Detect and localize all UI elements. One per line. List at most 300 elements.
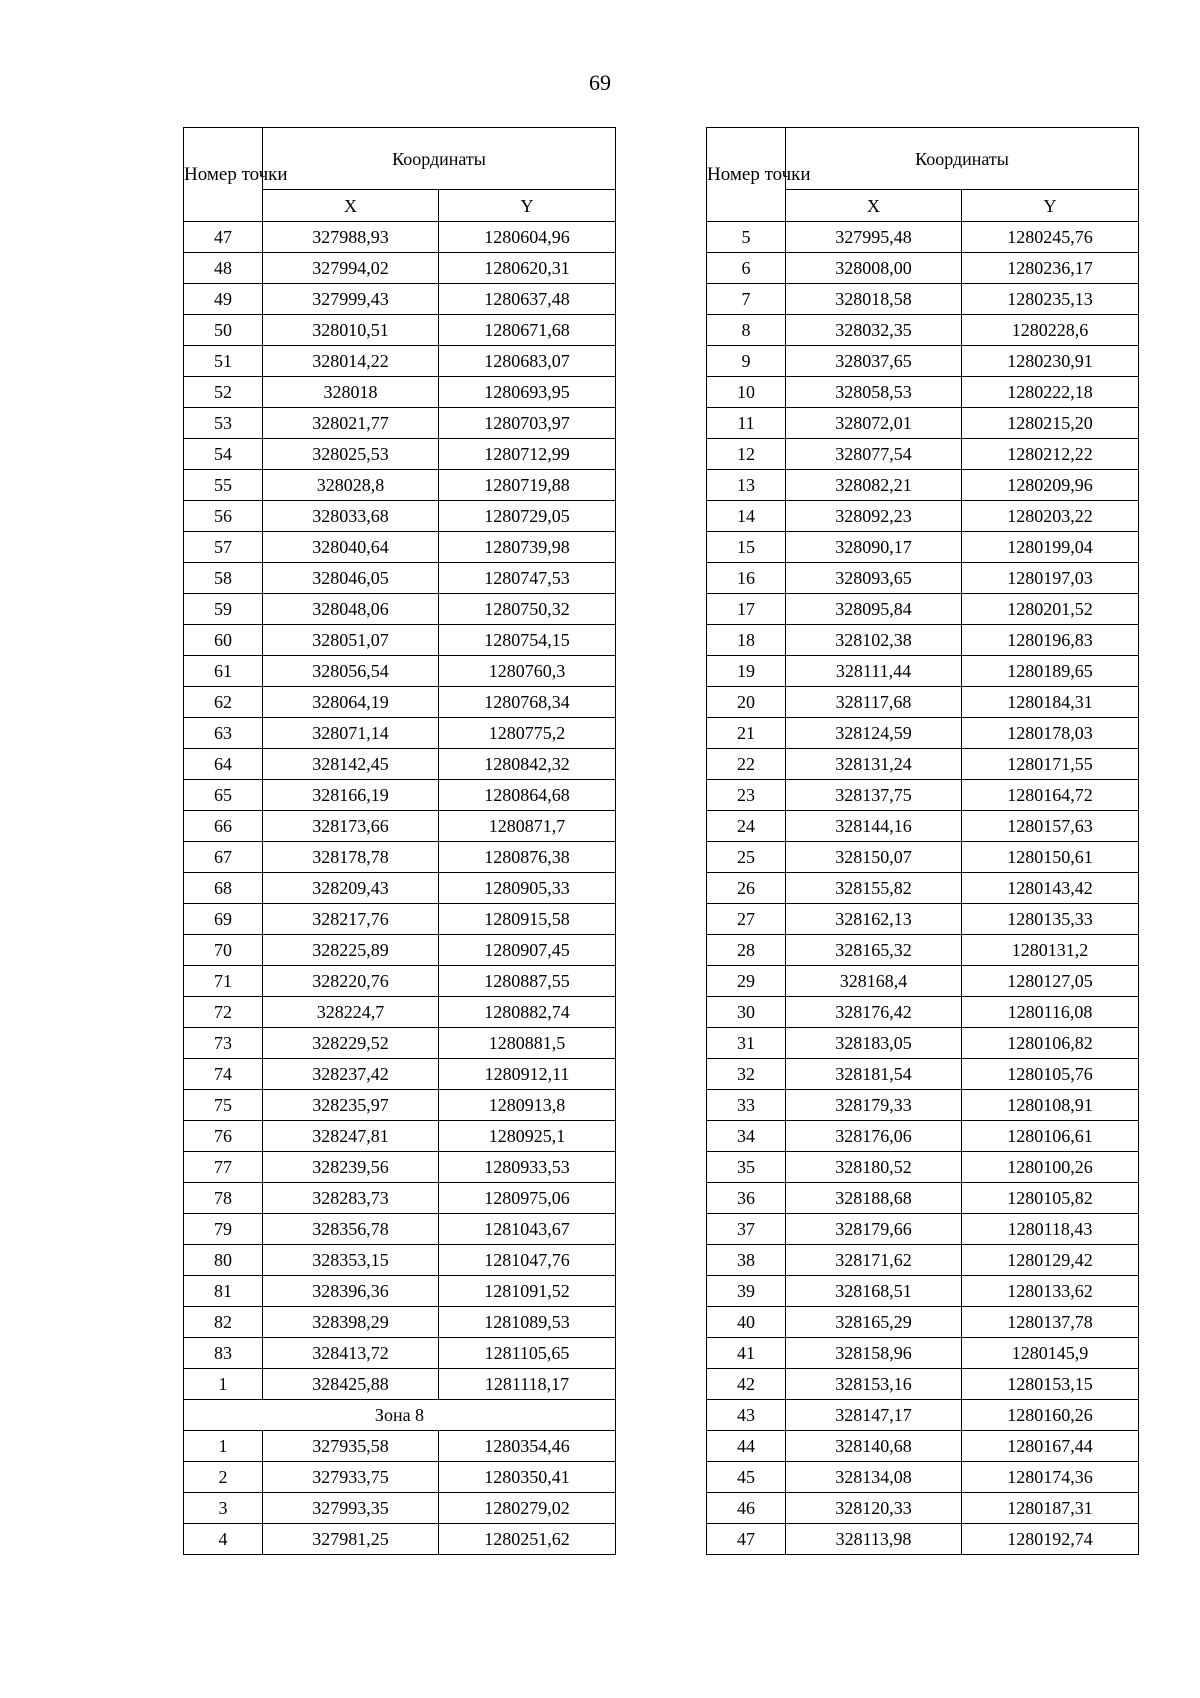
- point-number-cell: 3: [184, 1493, 263, 1524]
- point-number-cell: 68: [184, 873, 263, 904]
- y-coordinate-cell: 1280164,72: [962, 780, 1139, 811]
- x-coordinate-cell: 327981,25: [263, 1524, 439, 1555]
- table-row: [707, 1338, 1139, 1369]
- table-row: [707, 873, 1139, 904]
- y-coordinate-cell: 1280215,20: [962, 408, 1139, 439]
- table-row: [707, 284, 1139, 315]
- x-coordinate-cell: 328356,78: [263, 1214, 439, 1245]
- x-coordinate-cell: 328064,19: [263, 687, 439, 718]
- table-row: [184, 811, 616, 842]
- x-coordinate-cell: 328077,54: [786, 439, 962, 470]
- x-coordinate-cell: 328120,33: [786, 1493, 962, 1524]
- table-row: [707, 1090, 1139, 1121]
- y-coordinate-cell: 1280157,63: [962, 811, 1139, 842]
- x-coordinate-cell: 328425,88: [263, 1369, 439, 1400]
- y-coordinate-cell: 1280150,61: [962, 842, 1139, 873]
- point-number-cell: 48: [184, 253, 263, 284]
- point-number-header: Номер точки: [707, 128, 786, 222]
- table-row: [184, 532, 616, 563]
- table-row: [184, 873, 616, 904]
- y-coordinate-cell: 1280671,68: [439, 315, 616, 346]
- point-number-cell: 79: [184, 1214, 263, 1245]
- point-number-cell: 58: [184, 563, 263, 594]
- point-number-cell: 63: [184, 718, 263, 749]
- x-coordinate-cell: 328398,29: [263, 1307, 439, 1338]
- x-coordinate-cell: 328237,42: [263, 1059, 439, 1090]
- x-coordinate-cell: 328235,97: [263, 1090, 439, 1121]
- x-coordinate-cell: 328150,07: [786, 842, 962, 873]
- x-coordinate-cell: 327999,43: [263, 284, 439, 315]
- y-coordinate-cell: 1280209,96: [962, 470, 1139, 501]
- table-row: [184, 656, 616, 687]
- point-number-cell: 45: [707, 1462, 786, 1493]
- point-number-cell: 66: [184, 811, 263, 842]
- y-coordinate-cell: 1280230,91: [962, 346, 1139, 377]
- x-coordinate-cell: 328183,05: [786, 1028, 962, 1059]
- x-coordinate-cell: 328048,06: [263, 594, 439, 625]
- x-coordinate-cell: 328176,42: [786, 997, 962, 1028]
- point-number-cell: 52: [184, 377, 263, 408]
- point-number-cell: 53: [184, 408, 263, 439]
- y-coordinate-cell: 1280729,05: [439, 501, 616, 532]
- table-row: [184, 1245, 616, 1276]
- y-coordinate-cell: 1280933,53: [439, 1152, 616, 1183]
- x-coordinate-cell: 328353,15: [263, 1245, 439, 1276]
- point-number-cell: 24: [707, 811, 786, 842]
- point-number-cell: 47: [707, 1524, 786, 1555]
- table-row: [184, 346, 616, 377]
- point-number-cell: 70: [184, 935, 263, 966]
- x-coordinate-cell: 328166,19: [263, 780, 439, 811]
- x-coordinate-cell: 328090,17: [786, 532, 962, 563]
- x-coordinate-cell: 328037,65: [786, 346, 962, 377]
- y-coordinate-cell: 1280100,26: [962, 1152, 1139, 1183]
- x-coordinate-cell: 328173,66: [263, 811, 439, 842]
- x-coordinate-cell: 328162,13: [786, 904, 962, 935]
- table-row: [184, 377, 616, 408]
- y-coordinate-cell: 1280135,33: [962, 904, 1139, 935]
- y-coordinate-cell: 1280145,9: [962, 1338, 1139, 1369]
- y-coordinate-cell: 1280160,26: [962, 1400, 1139, 1431]
- point-number-cell: 12: [707, 439, 786, 470]
- point-number-cell: 47: [184, 222, 263, 253]
- y-coordinate-cell: 1280153,15: [962, 1369, 1139, 1400]
- point-number-cell: 43: [707, 1400, 786, 1431]
- x-coordinate-cell: 328046,05: [263, 563, 439, 594]
- y-coordinate-cell: 1280925,1: [439, 1121, 616, 1152]
- point-number-cell: 1: [184, 1369, 263, 1400]
- y-coordinate-cell: 1280105,76: [962, 1059, 1139, 1090]
- table-row: [707, 780, 1139, 811]
- point-number-cell: 56: [184, 501, 263, 532]
- point-number-cell: 75: [184, 1090, 263, 1121]
- x-coordinate-cell: 328018,58: [786, 284, 962, 315]
- point-number-cell: 61: [184, 656, 263, 687]
- table-row: [707, 1493, 1139, 1524]
- point-number-cell: 38: [707, 1245, 786, 1276]
- point-number-cell: 7: [707, 284, 786, 315]
- y-coordinate-cell: 1280912,11: [439, 1059, 616, 1090]
- point-number-cell: 6: [707, 253, 786, 284]
- y-coordinate-cell: 1280228,6: [962, 315, 1139, 346]
- y-coordinate-cell: 1280236,17: [962, 253, 1139, 284]
- point-number-cell: 40: [707, 1307, 786, 1338]
- table-row: [184, 718, 616, 749]
- y-header: Y: [439, 190, 616, 222]
- y-coordinate-cell: 1281118,17: [439, 1369, 616, 1400]
- table-row: [707, 842, 1139, 873]
- y-coordinate-cell: 1280637,48: [439, 284, 616, 315]
- y-coordinate-cell: 1281043,67: [439, 1214, 616, 1245]
- y-header: Y: [962, 190, 1139, 222]
- y-coordinate-cell: 1280167,44: [962, 1431, 1139, 1462]
- x-coordinate-cell: 328178,78: [263, 842, 439, 873]
- table-row: [707, 625, 1139, 656]
- y-coordinate-cell: 1280127,05: [962, 966, 1139, 997]
- y-coordinate-cell: 1280876,38: [439, 842, 616, 873]
- point-number-cell: 55: [184, 470, 263, 501]
- table-row: [184, 1214, 616, 1245]
- x-coordinate-cell: 328181,54: [786, 1059, 962, 1090]
- point-number-cell: 42: [707, 1369, 786, 1400]
- y-coordinate-cell: 1280199,04: [962, 532, 1139, 563]
- point-number-cell: 44: [707, 1431, 786, 1462]
- table-row: [184, 842, 616, 873]
- y-coordinate-cell: 1280279,02: [439, 1493, 616, 1524]
- table-row: [184, 1121, 616, 1152]
- table-row: [707, 1245, 1139, 1276]
- point-number-cell: 46: [707, 1493, 786, 1524]
- y-coordinate-cell: 1280864,68: [439, 780, 616, 811]
- coordinates-table-left: [183, 127, 616, 1555]
- x-coordinate-cell: 328082,21: [786, 470, 962, 501]
- x-coordinate-cell: 327993,35: [263, 1493, 439, 1524]
- y-coordinate-cell: 1280712,99: [439, 439, 616, 470]
- y-coordinate-cell: 1280189,65: [962, 656, 1139, 687]
- y-coordinate-cell: 1280754,15: [439, 625, 616, 656]
- x-coordinate-cell: 328092,23: [786, 501, 962, 532]
- x-coordinate-cell: 327995,48: [786, 222, 962, 253]
- y-coordinate-cell: 1280882,74: [439, 997, 616, 1028]
- y-coordinate-cell: 1280116,08: [962, 997, 1139, 1028]
- point-number-cell: 28: [707, 935, 786, 966]
- point-number-cell: 34: [707, 1121, 786, 1152]
- x-coordinate-cell: 328239,56: [263, 1152, 439, 1183]
- x-coordinate-cell: 328168,4: [786, 966, 962, 997]
- point-number-cell: 65: [184, 780, 263, 811]
- point-number-cell: 51: [184, 346, 263, 377]
- x-coordinate-cell: 328171,62: [786, 1245, 962, 1276]
- point-number-cell: 36: [707, 1183, 786, 1214]
- y-coordinate-cell: 1280108,91: [962, 1090, 1139, 1121]
- point-number-cell: 50: [184, 315, 263, 346]
- x-coordinate-cell: 328008,00: [786, 253, 962, 284]
- point-number-cell: 2: [184, 1462, 263, 1493]
- point-number-cell: 72: [184, 997, 263, 1028]
- table-row: [184, 1493, 616, 1524]
- point-number-cell: 14: [707, 501, 786, 532]
- table-row: [707, 1307, 1139, 1338]
- y-coordinate-cell: 1281091,52: [439, 1276, 616, 1307]
- point-number-cell: 1: [184, 1431, 263, 1462]
- point-number-cell: 4: [184, 1524, 263, 1555]
- x-coordinate-cell: 327935,58: [263, 1431, 439, 1462]
- coordinates-header: Координаты: [263, 128, 616, 190]
- table-row: [707, 935, 1139, 966]
- y-coordinate-cell: 1280350,41: [439, 1462, 616, 1493]
- y-coordinate-cell: 1280131,2: [962, 935, 1139, 966]
- point-number-cell: 31: [707, 1028, 786, 1059]
- table-row: [707, 253, 1139, 284]
- x-coordinate-cell: 328093,65: [786, 563, 962, 594]
- y-coordinate-cell: 1280747,53: [439, 563, 616, 594]
- point-number-cell: 32: [707, 1059, 786, 1090]
- table-row: [184, 1276, 616, 1307]
- table-row: [184, 625, 616, 656]
- x-coordinate-cell: 328095,84: [786, 594, 962, 625]
- point-number-cell: 81: [184, 1276, 263, 1307]
- y-coordinate-cell: 1280768,34: [439, 687, 616, 718]
- x-coordinate-cell: 328155,82: [786, 873, 962, 904]
- x-coordinate-cell: 328180,52: [786, 1152, 962, 1183]
- table-row: [184, 408, 616, 439]
- point-number-cell: 5: [707, 222, 786, 253]
- y-coordinate-cell: 1280683,07: [439, 346, 616, 377]
- coordinates-table-right: [706, 127, 1139, 1555]
- point-number-cell: 76: [184, 1121, 263, 1152]
- x-coordinate-cell: 328179,33: [786, 1090, 962, 1121]
- point-number-cell: 26: [707, 873, 786, 904]
- table-row: [707, 997, 1139, 1028]
- table-row: [184, 749, 616, 780]
- y-coordinate-cell: 1280881,5: [439, 1028, 616, 1059]
- point-number-cell: 60: [184, 625, 263, 656]
- x-coordinate-cell: 328113,98: [786, 1524, 962, 1555]
- table-row: [184, 1369, 616, 1400]
- y-coordinate-cell: 1280235,13: [962, 284, 1139, 315]
- x-coordinate-cell: 328018: [263, 377, 439, 408]
- point-number-cell: 82: [184, 1307, 263, 1338]
- y-coordinate-cell: 1280750,32: [439, 594, 616, 625]
- table-row: [707, 904, 1139, 935]
- point-number-cell: 80: [184, 1245, 263, 1276]
- y-coordinate-cell: 1280251,62: [439, 1524, 616, 1555]
- x-coordinate-cell: 328229,52: [263, 1028, 439, 1059]
- y-coordinate-cell: 1281089,53: [439, 1307, 616, 1338]
- y-coordinate-cell: 1280201,52: [962, 594, 1139, 625]
- y-coordinate-cell: 1280871,7: [439, 811, 616, 842]
- table-row: [707, 532, 1139, 563]
- table-row: [707, 966, 1139, 997]
- table-row: [184, 1028, 616, 1059]
- table-row: [184, 594, 616, 625]
- point-number-cell: 64: [184, 749, 263, 780]
- point-number-cell: 62: [184, 687, 263, 718]
- point-number-cell: 17: [707, 594, 786, 625]
- point-number-cell: 67: [184, 842, 263, 873]
- table-row: [707, 501, 1139, 532]
- x-coordinate-cell: 328168,51: [786, 1276, 962, 1307]
- x-coordinate-cell: 328134,08: [786, 1462, 962, 1493]
- table-row: [707, 1214, 1139, 1245]
- x-header: X: [263, 190, 439, 222]
- table-row: [707, 346, 1139, 377]
- table-row: [184, 563, 616, 594]
- table-row: [184, 222, 616, 253]
- x-header: X: [786, 190, 962, 222]
- table-row: [707, 656, 1139, 687]
- point-number-cell: 35: [707, 1152, 786, 1183]
- x-coordinate-cell: 328217,76: [263, 904, 439, 935]
- x-coordinate-cell: 328165,29: [786, 1307, 962, 1338]
- x-coordinate-cell: 328072,01: [786, 408, 962, 439]
- table-row: [707, 439, 1139, 470]
- x-coordinate-cell: 328111,44: [786, 656, 962, 687]
- table-row: [184, 997, 616, 1028]
- table-row: [707, 315, 1139, 346]
- table-row: [184, 1338, 616, 1369]
- point-number-cell: 30: [707, 997, 786, 1028]
- point-number-cell: 59: [184, 594, 263, 625]
- y-coordinate-cell: 1280775,2: [439, 718, 616, 749]
- y-coordinate-cell: 1280975,06: [439, 1183, 616, 1214]
- point-number-cell: 74: [184, 1059, 263, 1090]
- x-coordinate-cell: 328040,64: [263, 532, 439, 563]
- y-coordinate-cell: 1280203,22: [962, 501, 1139, 532]
- point-number-cell: 9: [707, 346, 786, 377]
- x-coordinate-cell: 328165,32: [786, 935, 962, 966]
- y-coordinate-cell: 1280245,76: [962, 222, 1139, 253]
- table-row: [707, 749, 1139, 780]
- x-coordinate-cell: 328071,14: [263, 718, 439, 749]
- table-row: [184, 1431, 616, 1462]
- table-row: [184, 1059, 616, 1090]
- table-row: [184, 1307, 616, 1338]
- page-number: 69: [589, 70, 611, 95]
- x-coordinate-cell: 328188,68: [786, 1183, 962, 1214]
- coordinates-header: Координаты: [786, 128, 1139, 190]
- y-coordinate-cell: 1280118,43: [962, 1214, 1139, 1245]
- point-number-cell: 18: [707, 625, 786, 656]
- y-coordinate-cell: 1280693,95: [439, 377, 616, 408]
- table-row: [707, 1462, 1139, 1493]
- table-row: [184, 284, 616, 315]
- x-coordinate-cell: 327988,93: [263, 222, 439, 253]
- y-coordinate-cell: 1280171,55: [962, 749, 1139, 780]
- y-coordinate-cell: 1280739,98: [439, 532, 616, 563]
- table-row: [707, 1400, 1139, 1431]
- point-number-cell: 21: [707, 718, 786, 749]
- y-coordinate-cell: 1280197,03: [962, 563, 1139, 594]
- y-coordinate-cell: 1280703,97: [439, 408, 616, 439]
- x-coordinate-cell: 328051,07: [263, 625, 439, 656]
- y-coordinate-cell: 1280354,46: [439, 1431, 616, 1462]
- x-coordinate-cell: 328033,68: [263, 501, 439, 532]
- y-coordinate-cell: 1280129,42: [962, 1245, 1139, 1276]
- point-number-cell: 10: [707, 377, 786, 408]
- point-number-cell: 8: [707, 315, 786, 346]
- x-coordinate-cell: 328220,76: [263, 966, 439, 997]
- table-row: [184, 904, 616, 935]
- table-row: [707, 1276, 1139, 1307]
- x-coordinate-cell: 328247,81: [263, 1121, 439, 1152]
- x-coordinate-cell: 328158,96: [786, 1338, 962, 1369]
- point-number-cell: 69: [184, 904, 263, 935]
- x-coordinate-cell: 328179,66: [786, 1214, 962, 1245]
- table-row: [184, 1090, 616, 1121]
- table-row: [707, 1121, 1139, 1152]
- point-number-cell: 16: [707, 563, 786, 594]
- x-coordinate-cell: 328117,68: [786, 687, 962, 718]
- table-row: [184, 501, 616, 532]
- x-coordinate-cell: 328144,16: [786, 811, 962, 842]
- y-coordinate-cell: 1280196,83: [962, 625, 1139, 656]
- table-row: [184, 687, 616, 718]
- x-coordinate-cell: 328131,24: [786, 749, 962, 780]
- table-row: [707, 1431, 1139, 1462]
- point-number-cell: 57: [184, 532, 263, 563]
- y-coordinate-cell: 1280620,31: [439, 253, 616, 284]
- y-coordinate-cell: 1280174,36: [962, 1462, 1139, 1493]
- table-row: [184, 1183, 616, 1214]
- y-coordinate-cell: 1280143,42: [962, 873, 1139, 904]
- table-row: [707, 377, 1139, 408]
- y-coordinate-cell: 1280187,31: [962, 1493, 1139, 1524]
- x-coordinate-cell: 328224,7: [263, 997, 439, 1028]
- table-row: [184, 1462, 616, 1493]
- table-row: [707, 408, 1139, 439]
- table-row: [184, 439, 616, 470]
- table-row: [707, 1369, 1139, 1400]
- y-coordinate-cell: 1280178,03: [962, 718, 1139, 749]
- table-row: [707, 1059, 1139, 1090]
- y-coordinate-cell: 1280604,96: [439, 222, 616, 253]
- x-coordinate-cell: 328014,22: [263, 346, 439, 377]
- x-coordinate-cell: 328147,17: [786, 1400, 962, 1431]
- point-number-cell: 25: [707, 842, 786, 873]
- y-coordinate-cell: 1280905,33: [439, 873, 616, 904]
- x-coordinate-cell: 327994,02: [263, 253, 439, 284]
- x-coordinate-cell: 328209,43: [263, 873, 439, 904]
- x-coordinate-cell: 328413,72: [263, 1338, 439, 1369]
- point-number-cell: 49: [184, 284, 263, 315]
- table-row: [707, 1183, 1139, 1214]
- point-number-cell: 29: [707, 966, 786, 997]
- y-coordinate-cell: 1281105,65: [439, 1338, 616, 1369]
- y-coordinate-cell: 1280184,31: [962, 687, 1139, 718]
- y-coordinate-cell: 1281047,76: [439, 1245, 616, 1276]
- zone-label: Зона 8: [184, 1400, 616, 1431]
- point-number-cell: 23: [707, 780, 786, 811]
- table-row: [707, 718, 1139, 749]
- table-row: [707, 1152, 1139, 1183]
- x-coordinate-cell: 328056,54: [263, 656, 439, 687]
- point-number-cell: 39: [707, 1276, 786, 1307]
- x-coordinate-cell: 328283,73: [263, 1183, 439, 1214]
- x-coordinate-cell: 328176,06: [786, 1121, 962, 1152]
- table-row: [707, 563, 1139, 594]
- table-row: [184, 935, 616, 966]
- table-row: [707, 687, 1139, 718]
- table-row: [184, 780, 616, 811]
- y-coordinate-cell: 1280842,32: [439, 749, 616, 780]
- table-row: [184, 1152, 616, 1183]
- table-row: [707, 222, 1139, 253]
- table-row: [707, 1028, 1139, 1059]
- table-row: [184, 966, 616, 997]
- y-coordinate-cell: 1280106,61: [962, 1121, 1139, 1152]
- y-coordinate-cell: 1280212,22: [962, 439, 1139, 470]
